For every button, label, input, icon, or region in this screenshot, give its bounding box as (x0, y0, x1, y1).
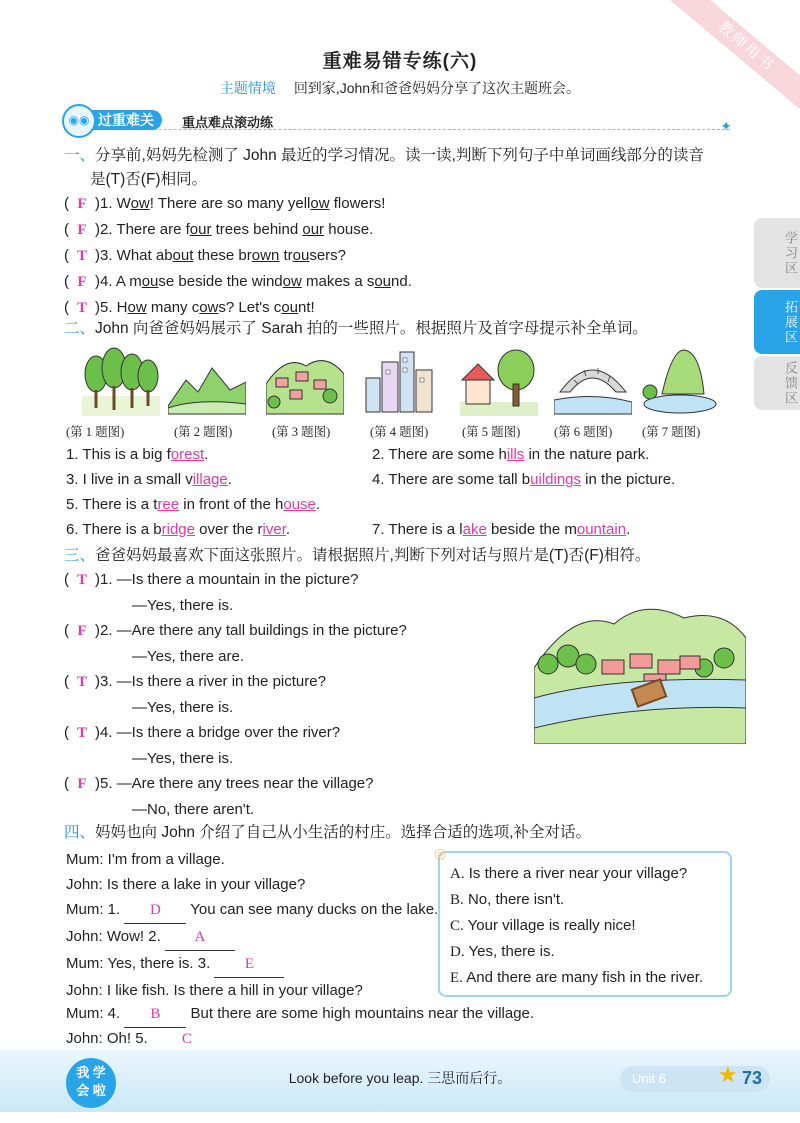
q3-heading (64, 543, 754, 565)
caption-4: (第 4 题图) (370, 425, 429, 439)
village-image (266, 344, 344, 416)
answer-blank: E (214, 952, 284, 978)
answer-blank: A (165, 925, 235, 951)
tree-house-image (460, 344, 538, 416)
star-mascot-icon: ★ (718, 1062, 738, 1087)
logo-line-1: 我 学 (76, 1065, 106, 1080)
caption-7: (第 7 题图) (642, 425, 701, 439)
scene-line (0, 78, 800, 98)
footer (0, 1050, 800, 1123)
buildings-image (362, 344, 440, 416)
q4-heading (64, 820, 754, 842)
dialogue-line: Mum: 1. D You can see many ducks on the lake. (66, 897, 446, 924)
dialogue-line: John: Wow! 2. A (66, 924, 446, 951)
q3-number: 三、 (64, 547, 96, 564)
q1-item: ( F )1. Wow! There are so many yellow flowers! (64, 191, 664, 217)
q2-sentence-5: 5. There is a tree in front of the house. (66, 496, 321, 513)
option-item: D. Yes, there is. (450, 943, 555, 960)
lake-mountain-image (642, 344, 720, 416)
photo-strip (64, 344, 744, 416)
answer-mark: T (76, 674, 87, 690)
answer-mark: T (76, 725, 87, 741)
answer-mark: F (77, 776, 87, 792)
side-tab-extend[interactable]: 拓展区 (754, 290, 800, 354)
q3-item: ( T )3. —Is there a river in the picture? —Yes, there is. (64, 669, 524, 720)
unit-label: Unit 6 (632, 1071, 666, 1086)
q1-item: ( T )5. How many cows? Let's count! (64, 295, 664, 321)
q4-number: 四、 (64, 824, 96, 841)
dialogue-line: Mum: Yes, there is. 3. E (66, 951, 446, 978)
owl-icon: ◉◉ (62, 104, 96, 138)
answer-mark: T (76, 572, 87, 588)
caption-2: (第 2 题图) (174, 425, 233, 439)
q2-sentence-3: 3. I live in a small village. (66, 471, 232, 488)
star-icon: ✦ (720, 118, 732, 134)
q1-text2: 是(T)否(F)相同。 (90, 171, 208, 188)
dialogue-line: Mum: I'm from a village. (66, 851, 225, 868)
forest-image (82, 344, 160, 416)
village-photo (534, 598, 746, 744)
unit-box (620, 1062, 770, 1092)
scene-text: 回到家,John和爸爸妈妈分享了这次主题班会。 (293, 80, 581, 96)
answer-blank: D (124, 898, 186, 924)
answer-mark: F (77, 196, 87, 212)
dialogue-line: Mum: 4. B But there are some high mountains near the village. (66, 1001, 666, 1028)
q1-list (64, 191, 664, 321)
answer-mark: T (76, 300, 87, 316)
dialogue-line: John: Oh! 5. C (66, 1026, 366, 1053)
caption-3: (第 3 题图) (272, 425, 331, 439)
q1-item: ( T )3. What about these brown trousers? (64, 243, 664, 269)
q3-text: 爸爸妈妈最喜欢下面这张照片。请根据照片,判断下列对话与照片是(T)否(F)相符。 (95, 547, 651, 564)
logo-line-2: 会 啦 (76, 1083, 106, 1098)
option-item: B. No, there isn't. (450, 891, 565, 908)
q2-heading (64, 316, 754, 338)
answer-mark: T (76, 248, 87, 264)
section-badge (64, 110, 162, 130)
q2-sentence-6: 6. There is a bridge over the river. (66, 521, 291, 538)
q4-text: 妈妈也向 John 介绍了自己从小生活的村庄。选择合适的选项,补全对话。 (95, 824, 592, 841)
q3-item: ( T )4. —Is there a bridge over the river? —Yes, there is. (64, 720, 524, 771)
answer-mark: F (77, 623, 87, 639)
option-item: A. Is there a river near your village? (450, 865, 688, 882)
section-divider (64, 129, 730, 130)
answer-blank: C (152, 1027, 222, 1053)
page-number: 73 (742, 1068, 763, 1088)
q2-number: 二、 (64, 320, 96, 337)
dialogue-line: John: Is there a lake in your village? (66, 876, 306, 893)
q1-heading (64, 144, 744, 192)
q3-list (64, 567, 524, 822)
clip-icon: ◎ (434, 845, 447, 861)
scene-label: 主题情境 (219, 80, 276, 96)
section-subtitle: 重点难点滚动练 (182, 115, 274, 130)
q2-sentence-7: 7. There is a lake beside the mountain. (372, 521, 631, 538)
badge-text: 过重难关 (98, 112, 154, 128)
options-box (434, 845, 732, 997)
page-title: 重难易错专练(六) (322, 51, 478, 72)
side-tab-feedback[interactable]: 反馈区 (754, 356, 800, 410)
q2-sentence-1: 1. This is a big forest. (66, 446, 209, 463)
section-bar (64, 110, 730, 132)
q1-item: ( F )4. A mouse beside the window makes a sound. (64, 269, 664, 295)
answer-mark: F (77, 222, 87, 238)
q3-item: ( F )2. —Are there any tall buildings in the picture? —Yes, there are. (64, 618, 524, 669)
caption-1: (第 1 题图) (66, 425, 125, 439)
option-item: C. Your village is really nice! (450, 917, 636, 934)
q1-text1: 分享前,妈妈先检测了 John 最近的学习情况。读一读,判断下列句子中单词画线部分的读音 (95, 147, 704, 164)
hills-image (168, 344, 246, 416)
bridge-image (554, 344, 632, 416)
dialogue-line: John: I like fish. Is there a hill in your village? (66, 982, 363, 999)
answer-mark: F (77, 274, 87, 290)
q2-text: John 向爸爸妈妈展示了 Sarah 拍的一些照片。根据照片及首字母提示补全单词。 (95, 320, 648, 337)
side-tab-study[interactable]: 学习区 (754, 218, 800, 288)
caption-6: (第 6 题图) (554, 425, 613, 439)
dialogue (66, 847, 446, 1003)
footer-motto: Look before you leap. 三思而后行。 (288, 1070, 512, 1086)
q1-item: ( F )2. There are four trees behind our house. (64, 217, 664, 243)
q1-number: 一、 (64, 147, 96, 164)
answer-blank: B (124, 1002, 186, 1028)
options-list (450, 861, 703, 991)
stamp-text: 教师用书 (661, 0, 800, 120)
option-item: E. And there are many fish in the river. (450, 969, 704, 986)
q2-sentence-2: 2. There are some hills in the nature park. (372, 446, 650, 463)
q3-item: ( T )1. —Is there a mountain in the picture? —Yes, there is. (64, 567, 524, 618)
caption-5: (第 5 题图) (462, 425, 521, 439)
q2-sentence-4: 4. There are some tall buildings in the picture. (372, 471, 676, 488)
q3-item: ( F )5. —Are there any trees near the village? —No, there aren't. (64, 771, 524, 822)
